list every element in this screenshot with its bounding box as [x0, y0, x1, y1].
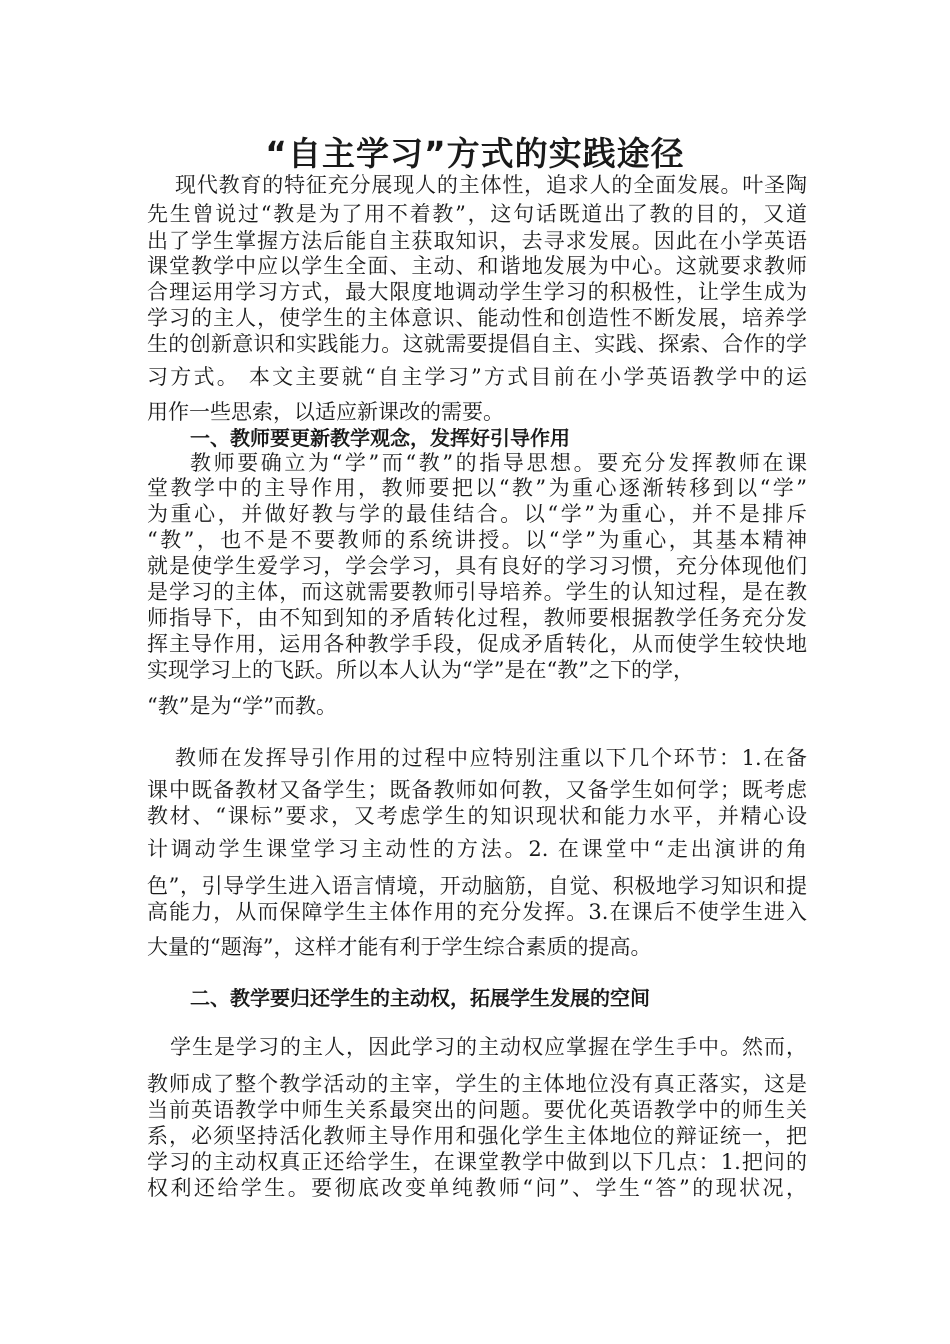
section-heading: 二、教学要归还学生的主动权，拓展学生发展的空间	[190, 986, 650, 1010]
section1-line: 教材、“课标”要求，又考虑学生的知识现状和能力水平，并精心设	[147, 804, 807, 828]
document-title: “自主学习”方式的实践途径	[265, 134, 685, 173]
section1-line: 为重心，并做好教与学的最佳结合。以“学”为重心，并不是排斥	[147, 502, 807, 526]
section1-line: 高能力，从而保障学生主体作用的充分发挥。3.在课后不使学生进入	[147, 900, 807, 924]
section1-line: 色”，引导学生进入语言情境，开动脑筋，自觉、积极地学习知识和提	[147, 874, 807, 898]
section1-line: 课中既备教材又备学生；既备教师如何教，又备学生如何学；既考虑	[147, 778, 807, 802]
section-heading: 一、教师要更新教学观念，发挥好引导作用	[190, 426, 570, 450]
intro-line: 现代教育的特征充分展现人的主体性，追求人的全面发展。叶圣陶	[175, 173, 807, 197]
section1-line: 就是使学生爱学习，学会学习，具有良好的学习习惯，充分体现他们	[147, 554, 807, 578]
intro-line: 课堂教学中应以学生全面、主动、和谐地发展为中心。这就要求教师	[147, 254, 807, 278]
section2-line: 学习的主动权真正还给学生，在课堂教学中做到以下几点：1.把问的	[147, 1150, 807, 1174]
intro-line: 先生曾说过“教是为了用不着教”，这句话既道出了教的目的，又道	[147, 202, 807, 226]
intro-line: 用作一些思索，以适应新课改的需要。	[147, 400, 504, 424]
section1-line: 教师在发挥导引作用的过程中应特别注重以下几个环节：1.在备	[175, 746, 807, 770]
section1-line: 大量的“题海”，这样才能有利于学生综合素质的提高。	[147, 935, 652, 959]
section2-line: 当前英语教学中师生关系最突出的问题。要优化英语教学中的师生关	[147, 1098, 807, 1122]
intro-line: 出了学生掌握方法后能自主获取知识，去寻求发展。因此在小学英语	[147, 229, 807, 253]
section2-line: 系，必须坚持活化教师主导作用和强化学生主体地位的辩证统一，把	[147, 1124, 807, 1148]
section1-line: 计调动学生课堂学习主动性的方法。2. 在课堂中“走出演讲的角	[147, 837, 807, 861]
section1-line: 挥主导作用，运用各种教学手段，促成矛盾转化，从而使学生较快地	[147, 632, 807, 656]
intro-line: 学习的主人，使学生的主体意识、能动性和创造性不断发展，培养学	[147, 306, 807, 330]
section1-line: 堂教学中的主导作用，教师要把以“教”为重心逐渐转移到以“学”	[147, 476, 807, 500]
section2-line: 学生是学习的主人，因此学习的主动权应掌握在学生手中。然而，	[170, 1035, 807, 1059]
section1-line: 师指导下，由不知到知的矛盾转化过程，教师要根据教学任务充分发	[147, 606, 807, 630]
section2-line: 权利还给学生。要彻底改变单纯教师“问”、学生“答”的现状况，	[147, 1176, 807, 1200]
intro-line: 生的创新意识和实践能力。这就需要提倡自主、实践、探索、合作的学	[147, 332, 807, 356]
section1-line: 教师要确立为“学”而“教”的指导思想。要充分发挥教师在课	[190, 451, 807, 475]
intro-line: 习方式。 本文主要就“自主学习”方式目前在小学英语教学中的运	[147, 365, 807, 389]
intro-line: 合理运用学习方式，最大限度地调动学生学习的积极性，让学生成为	[147, 280, 807, 304]
section2-line: 教师成了整个教学活动的主宰，学生的主体地位没有真正落实，这是	[147, 1072, 807, 1096]
section1-line: “教”，也不是不要教师的系统讲授。以“学”为重心，其基本精神	[147, 528, 807, 552]
section1-line: 是学习的主体，而这就需要教师引导培养。学生的认知过程，是在教	[147, 580, 807, 604]
section1-line: “教”是为“学”而教。	[147, 694, 337, 718]
section1-line: 实现学习上的飞跃。所以本人认为“学”是在“教”之下的学，	[147, 658, 694, 682]
